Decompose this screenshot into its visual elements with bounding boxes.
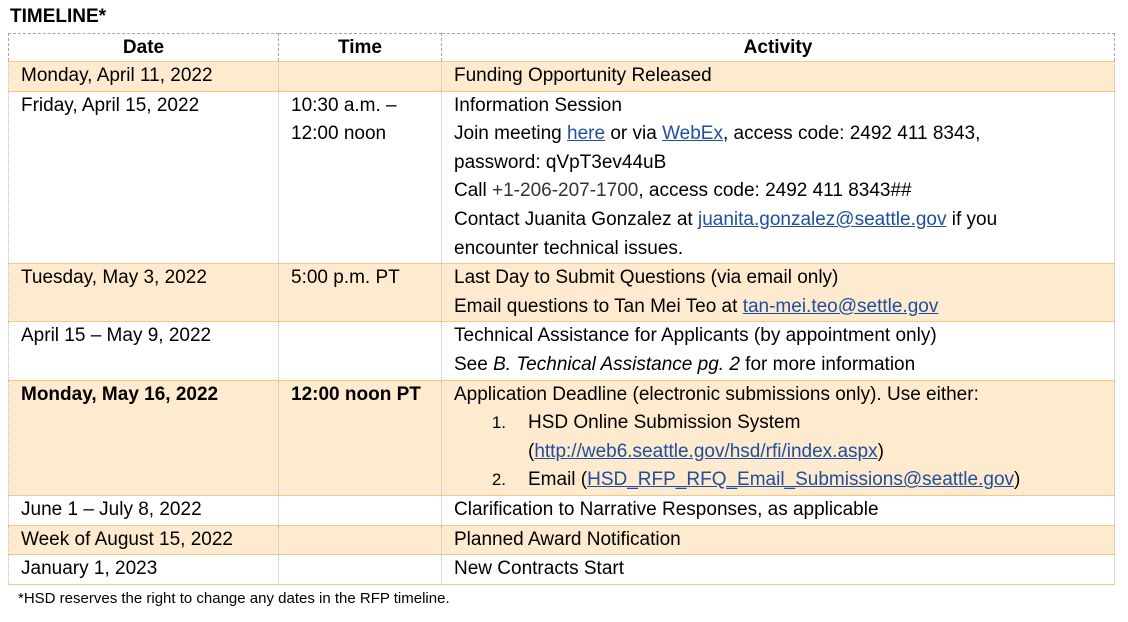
time-cell: 5:00 p.m. PT (279, 264, 442, 322)
activity-title: Application Deadline (electronic submissions only). Use either: (454, 383, 979, 405)
time-cell (279, 495, 442, 525)
timeline-title: TIMELINE* (10, 6, 107, 27)
call-text: Call (454, 180, 493, 202)
date-cell: Monday, April 11, 2022 (9, 62, 279, 92)
date-cell: Week of August 15, 2022 (9, 525, 279, 555)
email-text: Email questions to Tan Mei Teo at (454, 295, 743, 317)
date-cell: Monday, May 16, 2022 (9, 380, 279, 495)
submission-options (454, 466, 1110, 495)
contact-text: if you (946, 208, 998, 230)
table-row (9, 555, 1115, 585)
time-cell (279, 91, 442, 264)
date-cell: June 1 – July 8, 2022 (9, 495, 279, 525)
table-row (9, 62, 1115, 92)
paren: ) (877, 440, 884, 462)
email-line (454, 293, 1110, 322)
paren: ( (528, 440, 535, 462)
call-access-code: , access code: 2492 411 8343## (638, 180, 912, 202)
access-code-text: , access code: 2492 411 8343, (722, 123, 981, 145)
see-text: for more information (739, 353, 916, 375)
activity-title: Information Session (454, 94, 622, 116)
contact-text: Contact Juanita Gonzalez at (454, 208, 698, 230)
submission-email-link[interactable]: HSD_RFP_RFQ_Email_Submissions@seattle.gov (587, 469, 1015, 491)
header-time: Time (279, 34, 442, 62)
activity-title: Technical Assistance for Applicants (by appointment only) (454, 325, 937, 347)
activity-cell: Clarification to Narrative Responses, as applicable (442, 495, 1115, 525)
list-item (454, 466, 1110, 495)
here-link[interactable]: here (567, 123, 606, 145)
join-text: or via (605, 123, 663, 145)
table-row (9, 264, 1115, 322)
activity-cell: Planned Award Notification (442, 525, 1115, 555)
option-text (528, 466, 1110, 495)
webex-link[interactable]: WebEx (662, 123, 723, 145)
password-line: password: qVpT3ev44uB (454, 151, 667, 173)
activity-cell: New Contracts Start (442, 555, 1115, 585)
time-line: 12:00 noon (291, 123, 387, 145)
table-row (9, 380, 1115, 495)
call-line (454, 177, 1110, 206)
time-cell: 12:00 noon PT (279, 380, 442, 495)
footnote: *HSD reserves the right to change any dates in the RFP timeline. (18, 590, 450, 607)
see-line (454, 351, 1110, 380)
submission-options (454, 409, 1110, 438)
date-cell: Tuesday, May 3, 2022 (9, 264, 279, 322)
activity-cell (442, 264, 1115, 322)
time-cell (279, 525, 442, 555)
submission-url-line (454, 438, 1110, 467)
activity-cell (442, 380, 1115, 495)
phone-number[interactable]: +1-206-207-1700 (492, 180, 639, 202)
section-reference: B. Technical Assistance pg. 2 (493, 353, 740, 375)
time-line: 10:30 a.m. – (291, 94, 397, 116)
submission-system-link[interactable]: http://web6.seattle.gov/hsd/rfi/index.aspx (534, 440, 878, 462)
questions-email-link[interactable]: tan-mei.teo@settle.gov (742, 295, 939, 317)
list-number: 2. (491, 470, 506, 490)
contact-line-2: encounter technical issues. (454, 237, 684, 259)
table-row (9, 322, 1115, 380)
date-cell: Friday, April 15, 2022 (9, 91, 279, 264)
date-cell: January 1, 2023 (9, 555, 279, 585)
email-prefix: Email ( (528, 469, 588, 491)
header-activity: Activity (442, 34, 1115, 62)
timeline-table (8, 33, 1115, 585)
header-date: Date (9, 34, 279, 62)
time-cell (279, 62, 442, 92)
activity-cell (442, 91, 1115, 264)
date-cell: April 15 – May 9, 2022 (9, 322, 279, 380)
list-item (454, 409, 1110, 438)
table-row (9, 495, 1115, 525)
contact-line (454, 206, 1110, 235)
activity-title: Last Day to Submit Questions (via email only) (454, 267, 839, 289)
activity-cell: Funding Opportunity Released (442, 62, 1115, 92)
paren: ) (1014, 469, 1021, 491)
time-cell (279, 555, 442, 585)
activity-cell (442, 322, 1115, 380)
table-row (9, 91, 1115, 264)
option-text: HSD Online Submission System (528, 412, 801, 434)
see-text: See (454, 353, 494, 375)
list-number: 1. (491, 413, 506, 433)
table-row (9, 525, 1115, 555)
header-row (9, 34, 1115, 62)
join-text: Join meeting (454, 123, 568, 145)
join-meeting-line (454, 120, 1110, 149)
time-cell (279, 322, 442, 380)
contact-email-link[interactable]: juanita.gonzalez@seattle.gov (697, 208, 947, 230)
